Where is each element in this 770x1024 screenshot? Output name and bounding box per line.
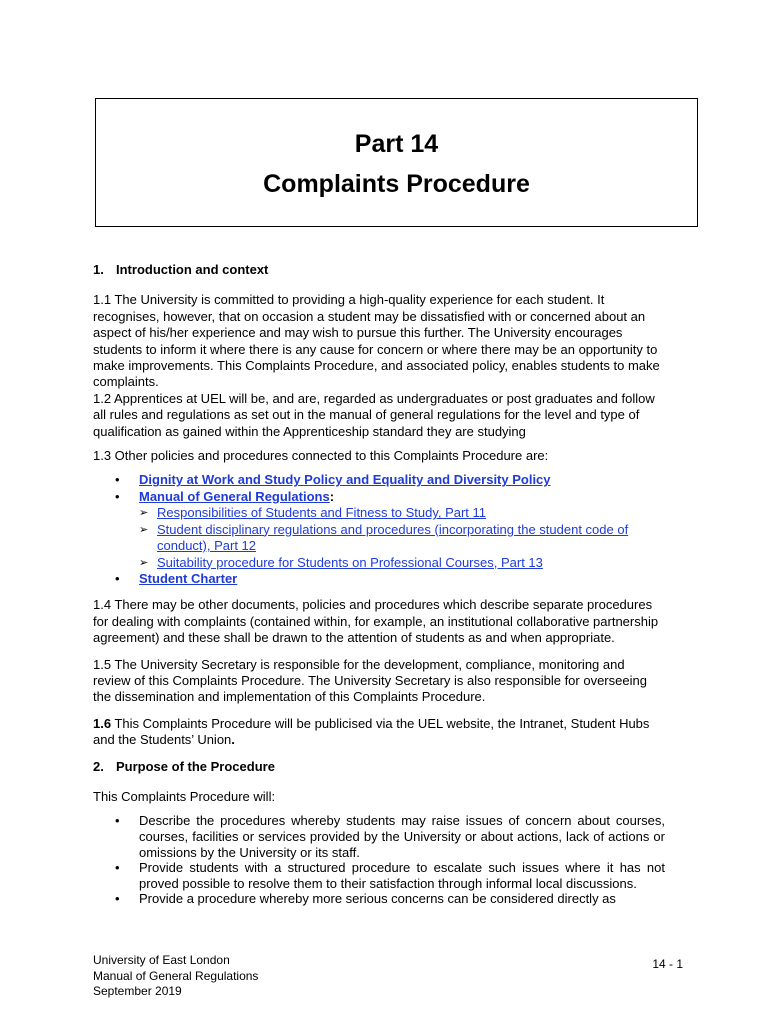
paragraph-1-6-text: This Complaints Procedure will be publicised via the UEL website, the Intranet, Student Hubs and the Students’ Union xyxy=(93,715,650,748)
related-policies-list xyxy=(93,472,665,587)
document-body xyxy=(93,262,665,907)
section-2-title: Purpose of the Procedure xyxy=(116,758,275,774)
sub-list-item xyxy=(139,555,665,571)
title-box xyxy=(95,98,698,227)
list-item xyxy=(93,472,665,488)
list-item xyxy=(93,860,665,891)
paragraph-1-6-number: 1.6 xyxy=(93,715,112,731)
student-charter-link[interactable]: Student Charter xyxy=(139,570,238,586)
manual-regulations-link[interactable]: Manual of General Regulations xyxy=(139,488,330,504)
bullet-icon: • xyxy=(115,891,120,907)
sub-list-item xyxy=(139,522,665,555)
section-1-title: Introduction and context xyxy=(116,262,269,277)
paragraph-1-1: 1.1 The University is committed to providing a high-quality experience for each student. It recognises, however, that on occasion a student may be dissatisfied with or concerned about an aspect of his/her experience and may wish to pursue this further. The University encourages students to inform it where there is any cause for concern or where there may be an opportunity to make improvements. This Complaints Procedure, and associated policy, enables students to make complaints. xyxy=(93,292,660,390)
paragraph-1-6 xyxy=(93,716,665,749)
bullet-icon: • xyxy=(115,488,120,504)
footer-date: September 2019 xyxy=(93,984,182,998)
bullet-icon: • xyxy=(115,472,120,488)
colon: : xyxy=(329,488,335,504)
page-footer xyxy=(93,953,683,1000)
section-2-heading xyxy=(93,759,665,775)
list-item xyxy=(93,813,665,860)
purpose-list xyxy=(93,813,665,907)
arrow-bullet-icon: ➢ xyxy=(139,556,149,569)
document-title: Complaints Procedure xyxy=(263,170,530,198)
part-13-link[interactable]: Suitability procedure for Students on Professional Courses, Part 13 xyxy=(157,554,543,570)
paragraph-1-3: 1.3 Other policies and procedures connected to this Complaints Procedure are: xyxy=(93,448,549,464)
purpose-item-text: Provide students with a structured procedure to escalate such issues where it has not proved possible to resolve them to their satisfaction through informal local discussions. xyxy=(139,860,665,891)
list-item xyxy=(93,891,665,907)
purpose-item-text: Provide a procedure whereby more serious concerns can be considered directly as xyxy=(139,891,616,907)
paragraph-1-2: 1.2 Apprentices at UEL will be, and are, regarded as undergraduates or post graduates and follow all rules and regulations as set out in the manual of general regulations for the level and type of qualification as gained within the Apprenticeship standard they are studying xyxy=(93,390,655,439)
part-12-link[interactable]: Student disciplinary regulations and procedures (incorporating the student code of conduct), Part 12 xyxy=(157,521,629,554)
list-item xyxy=(93,571,665,587)
list-item xyxy=(93,489,665,571)
part-title: Part 14 xyxy=(354,130,439,158)
arrow-bullet-icon: ➢ xyxy=(139,523,149,536)
part-11-link[interactable]: Responsibilities of Students and Fitness to Study, Part 11 xyxy=(157,505,487,521)
footer-manual: Manual of General Regulations xyxy=(93,968,259,983)
bullet-icon: • xyxy=(115,860,120,876)
paragraph-1-4: 1.4 There may be other documents, policies and procedures which describe separate procedures for dealing with complaints (contained within, for example, an institutional collaborative partnership agreement) and these shall be drawn to the attention of students as and when appropriate. xyxy=(93,597,659,646)
section-2-intro: This Complaints Procedure will: xyxy=(93,788,276,804)
dignity-policy-link[interactable]: Dignity at Work and Study Policy and Equality and Diversity Policy xyxy=(139,472,551,488)
page-number: 14 - 1 xyxy=(652,957,683,971)
bullet-icon: • xyxy=(115,813,120,829)
purpose-item-text: Describe the procedures whereby students may raise issues of concern about courses, courses, facilities or services provided by the University or about actions, lack of actions or omissions by the University or its staff. xyxy=(139,813,665,860)
paragraph-1-5: 1.5 The University Secretary is responsible for the development, compliance, monitoring and review of this Complaints Procedure. The University Secretary is also responsible for overseeing the dissemination and implementation of this Complaints Procedure. xyxy=(93,656,647,705)
section-2-number: 2. xyxy=(93,758,104,774)
sub-list-item xyxy=(139,505,665,521)
section-1-heading xyxy=(93,262,665,278)
bullet-icon: • xyxy=(115,570,120,586)
manual-sublist xyxy=(139,505,665,571)
paragraph-1-6-period: . xyxy=(231,732,235,748)
footer-university: University of East London xyxy=(93,953,230,967)
section-1-number: 1. xyxy=(93,262,104,277)
arrow-bullet-icon: ➢ xyxy=(139,507,149,520)
